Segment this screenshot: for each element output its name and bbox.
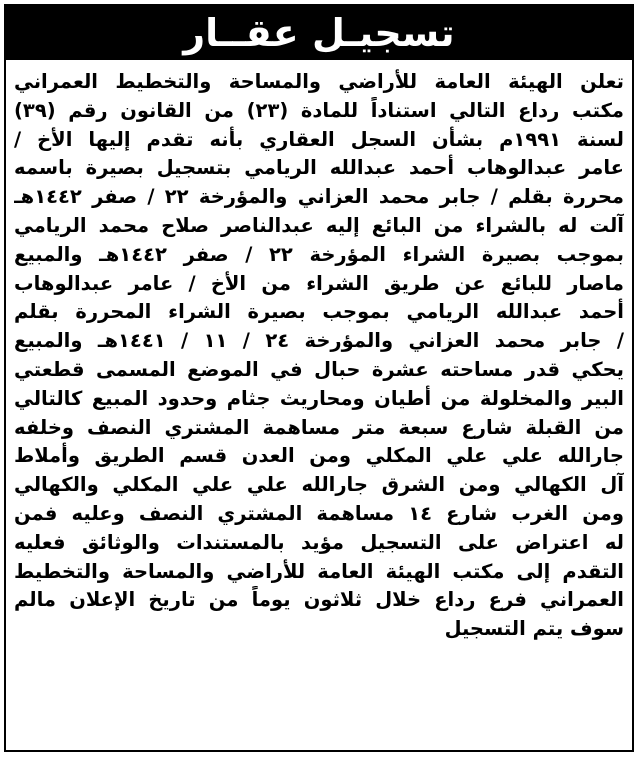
body-line: آلت له بالشراء من البائع إليه عبدالناصر صلاح محمد الريامي [14,213,624,237]
body-line: أحمد عبدالله الريامي بموجب بصيرة الشراء المحررة بقلم [14,300,624,324]
body-line: بموجب بصيرة الشراء المؤرخة ٢٢ / صفر ١٤٤٢هـ والمبيع [14,242,624,266]
notice-title: تسجيـل عقــار [183,11,455,55]
body-line: محررة بقلم / جابر محمد العزاني والمؤرخة ٢٢ / صفر ١٤٤٢هـ [14,185,624,209]
body-line: آل الكهالي ومن الشرق جارالله علي علي المكلي والكهالي [14,473,624,497]
body-line: التقدم إلى مكتب الهيئة العامة للأراضي والمساحة والتخطيط [14,559,624,583]
body-line: له اعتراض على التسجيل مؤيد بالمستندات والوثائق فعليه [14,530,624,554]
body-line: لسنة ١٩٩١م بشأن السجل العقاري بأنه تقدم إليها الأخ / [14,127,624,151]
body-line: العمراني فرع رداع خلال ثلاثون يوماً من تاريخ الإعلان مالم [14,588,624,612]
body-line: عامر عبدالوهاب أحمد عبدالله الريامي بتسجيل بصيرة باسمه [14,156,624,180]
body-line: / جابر محمد العزاني والمؤرخة ٢٤ / ١١ / ١٤٤١هـ والمبيع [14,329,624,353]
header-bar [6,6,632,60]
body-line: من القبلة شارع سبعة متر مساهمة المشتري النصف وخلفه [14,415,624,439]
body-line: ومن الغرب شارع ١٤ مساهمة المشتري النصف وعليه فمن [14,501,624,525]
notice-frame [4,4,634,752]
body-line: ماصار للبائع عن طريق الشراء من الأخ / عامر عبدالوهاب [14,271,624,295]
body-line: يحكي قدر مساحته عشرة حبال في الموضع المسمى قطعتي [14,357,624,381]
body-line: مكتب رداع التالي استناداً للمادة (٢٣) من القانون رقم (٣٩) [14,98,624,122]
body-line: البير والمخلولة من أطيان ومحاريث جثام وحدود المبيع كالتالي [14,386,624,410]
body-line: تعلن الهيئة العامة للأراضي والمساحة والتخطيط العمراني [14,70,624,93]
body-line: سوف يتم التسجيل [444,617,624,641]
body-line: جارالله علي علي المكلي ومن العدن قسم الطريق وأملاط [14,444,624,468]
notice-body [14,68,624,644]
